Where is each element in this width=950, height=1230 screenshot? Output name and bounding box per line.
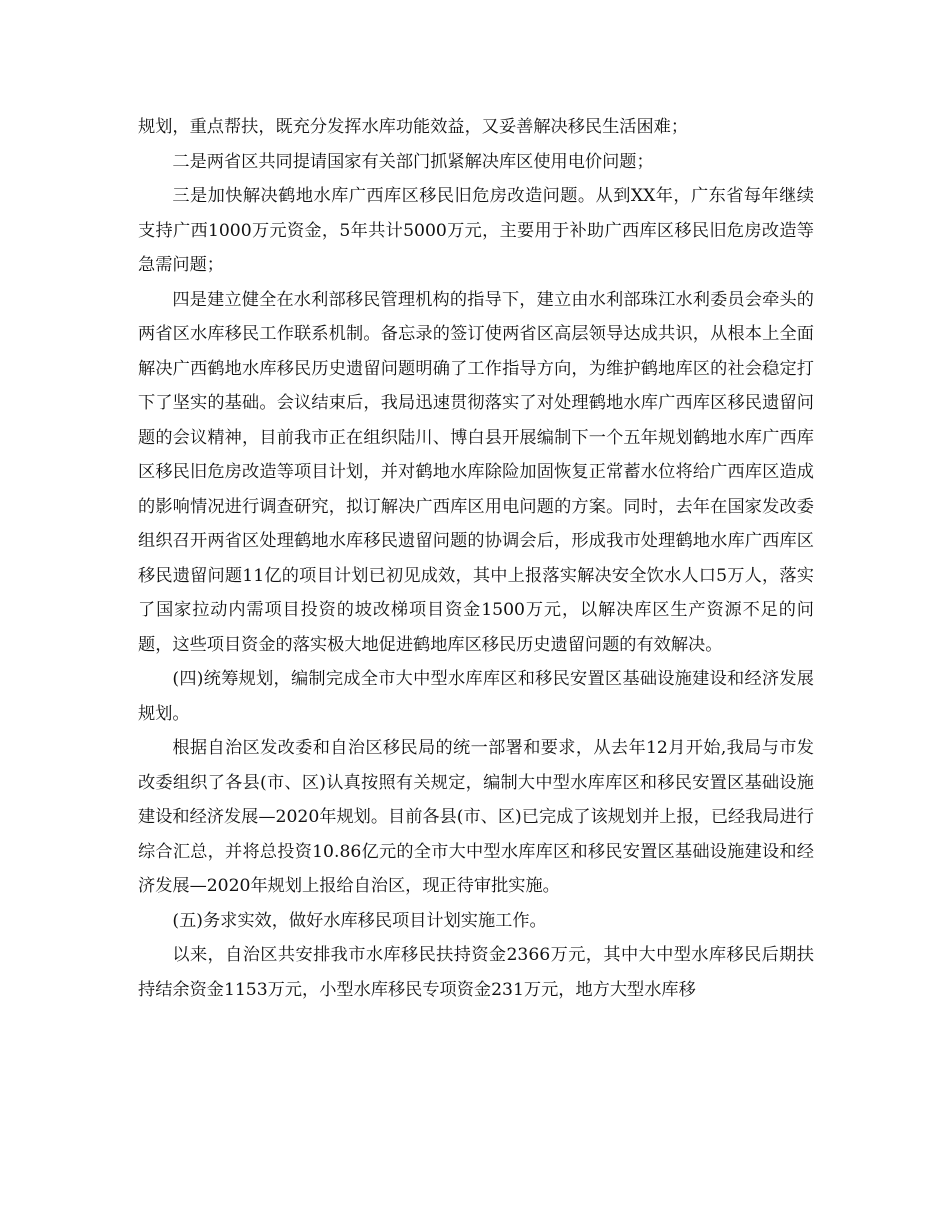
section-heading-four: (四)统筹规划，编制完成全市大中型水库库区和移民安置区基础设施建设和经济发展规划。 — [138, 669, 814, 724]
paragraph-continuation: 规划，重点帮扶，既充分发挥水库功能效益，又妥善解决移民生活困难； — [138, 117, 689, 137]
paragraph-item-two: 二是两省区共同提请国家有关部门抓紧解决库区使用电价问题； — [172, 151, 654, 172]
paragraph-planning: 根据自治区发改委和自治区移民局的统一部署和要求，从去年12月开始,我局与市发改委组织了各县(市、区)认真按照有关规定，编制大中型水库库区和移民安置区基础设施建设和经济发展—2020年规划。目前各县(市、区)已完成了该规划并上报，已经我局进行综合汇总，并将总投资10.86亿元的全市大中型水库库区和移民安置区基础设施建设和经济发展—2020年规划上报给自治区，现正待审批实施。 — [138, 738, 814, 896]
paragraph-item-four: 四是建立健全在水利部移民管理机构的指导下，建立由水利部珠江水利委员会牵头的两省区水库移民工作联系机制。备忘录的签订使两省区高层领导达成共识，从根本上全面解决广西鹤地水库移民历史遗留问题明确了工作指导方向，为维护鹤地库区的社会稳定打下了坚实的基础。会议结束后，我局迅速贯彻落实了对处理鹤地水库广西库区移民遗留问题的会议精神，目前我市正在组织陆川、博白县开展编制下一个五年规划鹤地水库广西库区移民旧危房改造等项目计划，并对鹤地水库除险加固恢复正常蓄水位将给广西库区造成的影响情况进行调查研究，拟订解决广西库区用电问题的方案。同时，去年在国家发改委组织召开两省区处理鹤地水库移民遗留问题的协调会后，形成我市处理鹤地水库广西库区移民遗留问题11亿的项目计划已初见成效，其中上报落实解决安全饮水人口5万人，落实了国家拉动内需项目投资的坡改梯项目资金1500万元，以解决库区生产资源不足的问题，这些项目资金的落实极大地促进鹤地库区移民历史遗留问题的有效解决。 — [138, 289, 814, 655]
section-heading-five: (五)务求实效，做好水库移民项目计划实施工作。 — [172, 910, 547, 931]
paragraph-item-three: 三是加快解决鹤地水库广西库区移民旧危房改造问题。从到XX年，广东省每年继续支持广西1000万元资金，5年共计5000万元，主要用于补助广西库区移民旧危房改造等急需问题； — [138, 186, 814, 275]
document-body — [138, 110, 814, 1007]
paragraph-funding: 以来，自治区共安排我市水库移民扶持资金2366万元，其中大中型水库移民后期扶持结余资金1153万元，小型水库移民专项资金231万元，地方大型水库移 — [138, 945, 814, 1000]
